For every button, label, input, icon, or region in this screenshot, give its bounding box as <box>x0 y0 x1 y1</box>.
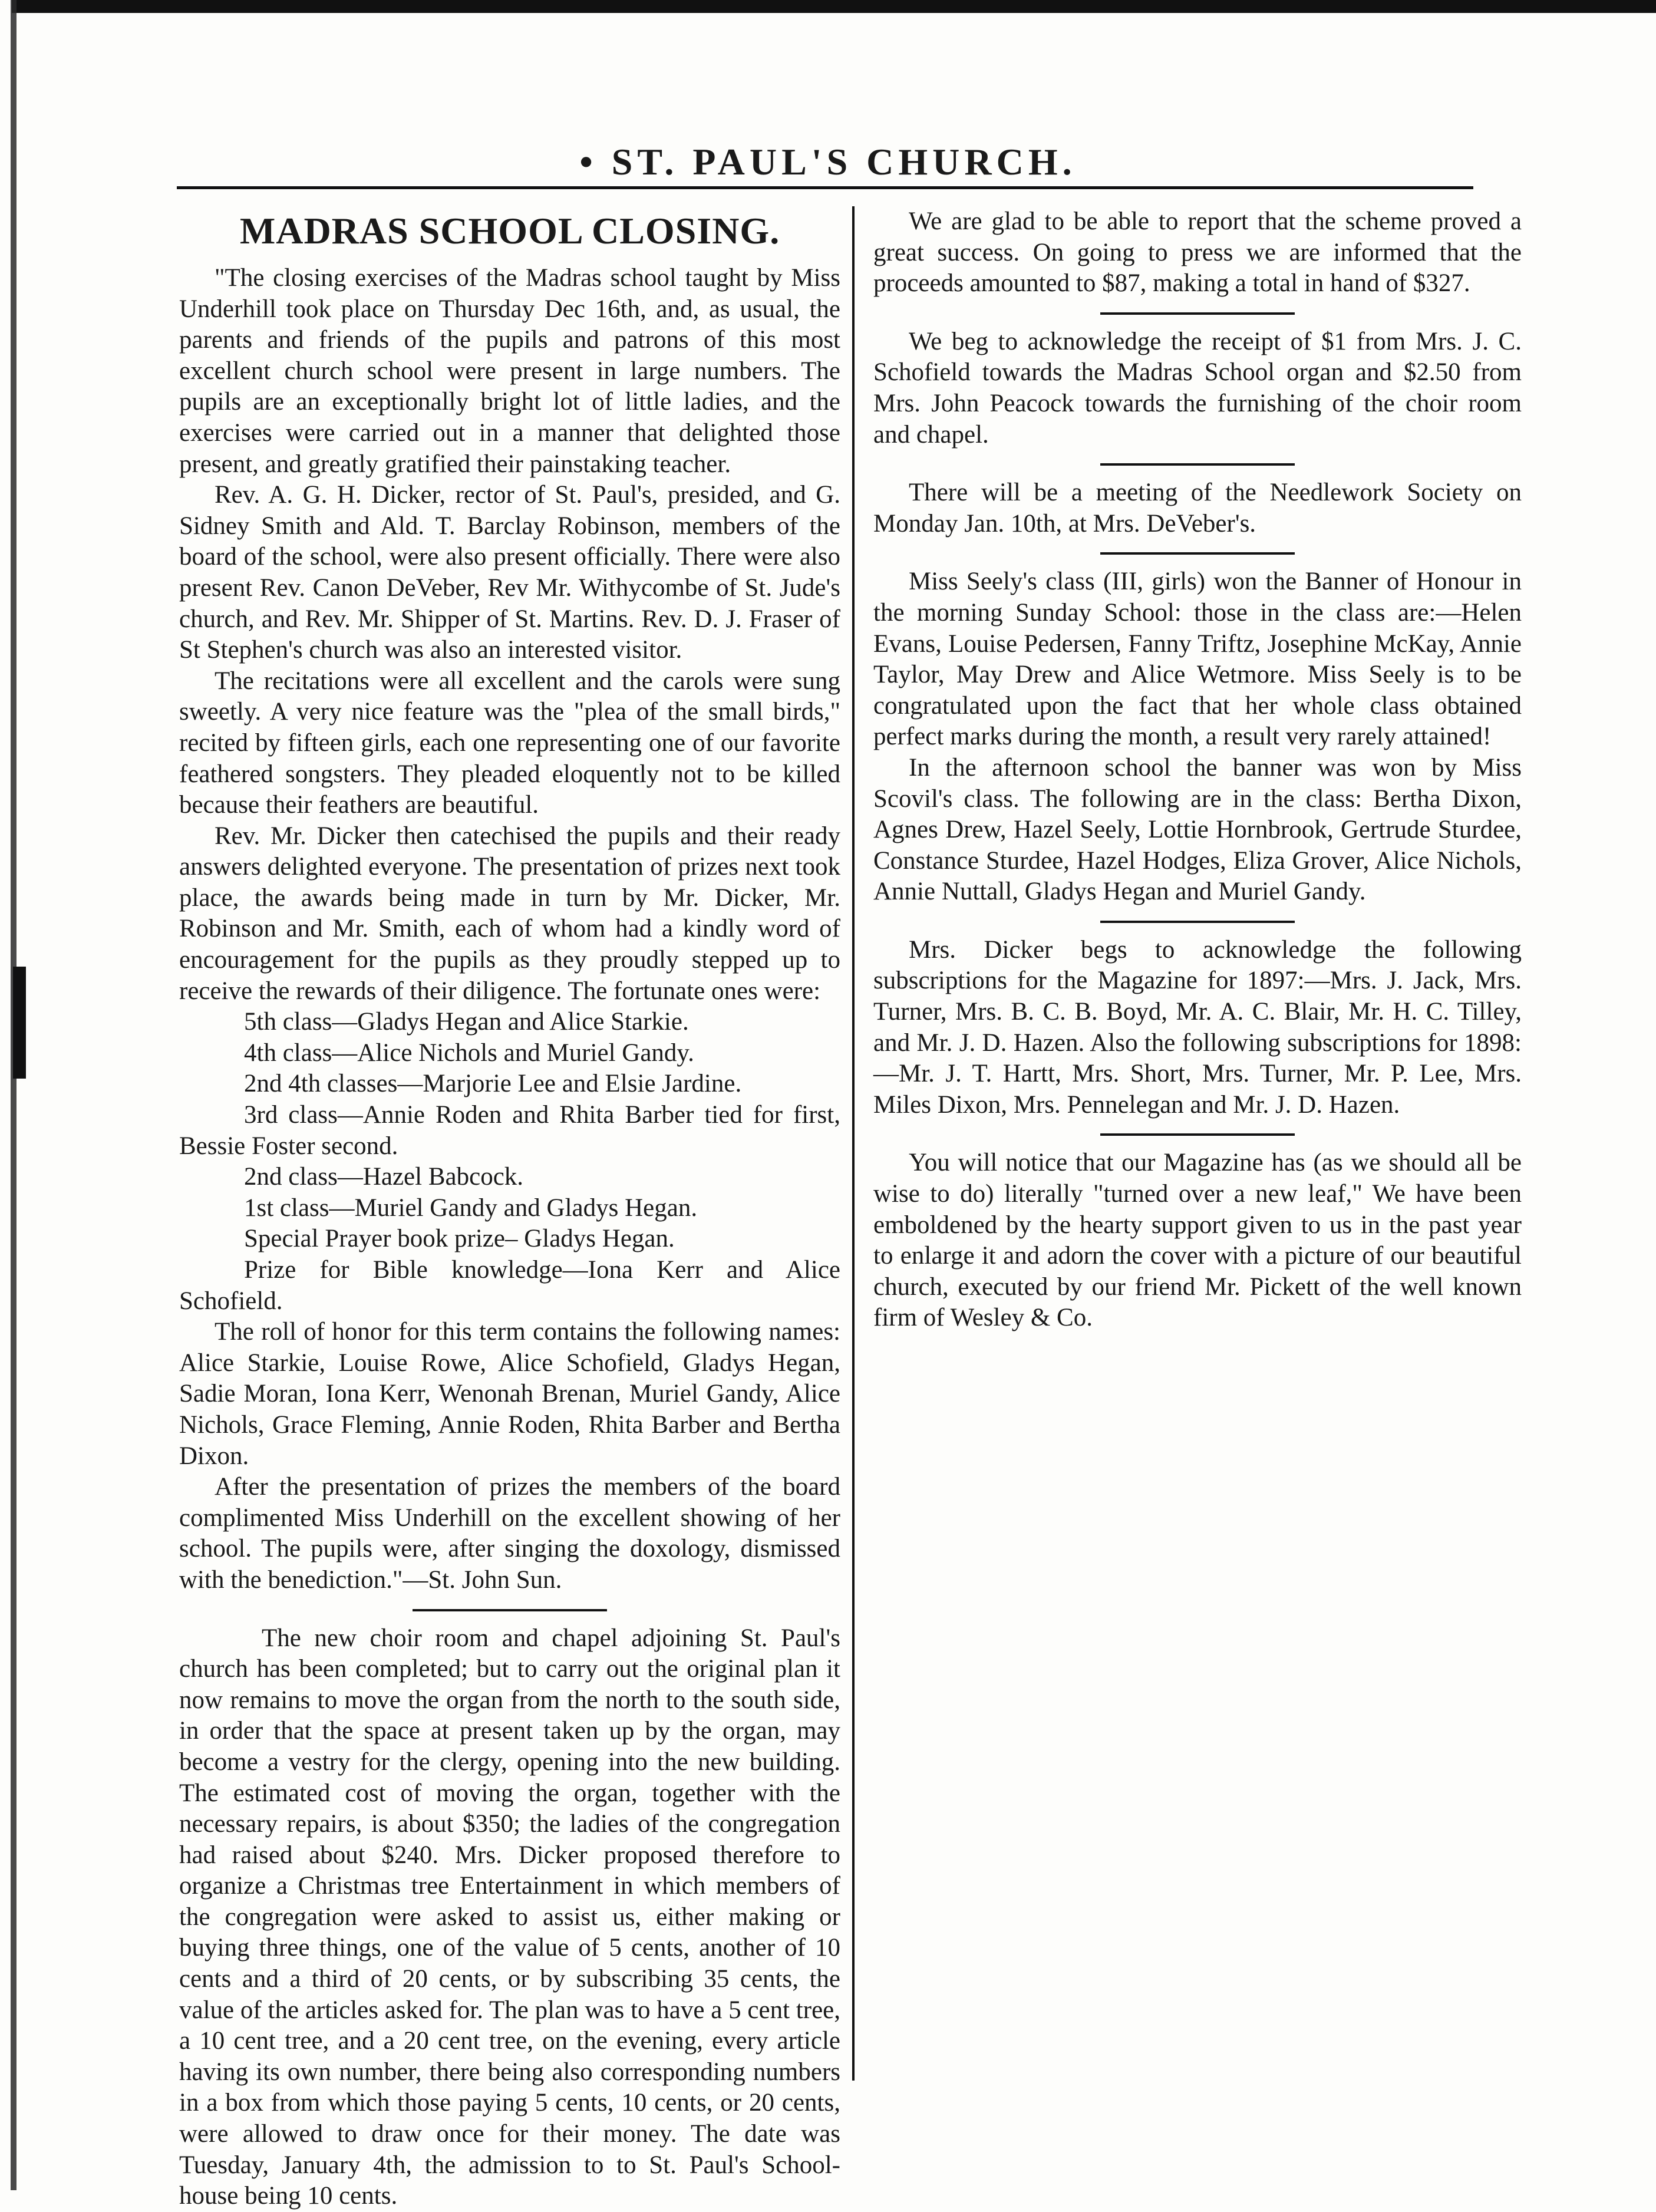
section-rule <box>413 1609 607 1611</box>
section-rule <box>1100 921 1295 923</box>
paragraph: There will be a meeting of the Needlework Society on Monday Jan. 10th, at Mrs. DeVeber's. <box>873 479 1522 538</box>
paragraph: The roll of honor for this term contains the following names: Alice Starkie, Louise Rowe, Alice Schofield, Gladys Hegan, Sadie Moran, Iona Kerr, Wenonah Brenan, Muriel Gandy, Alice Nichols, Grace Fleming, Annie Roden, Rhita Barber and Bertha Dixon. <box>179 1318 840 1470</box>
section-rule <box>1100 463 1295 466</box>
top-border-rule <box>12 0 1656 13</box>
left-column <box>179 206 840 2210</box>
prize-line: 4th class—Alice Nichols and Muriel Gandy. <box>244 1039 694 1067</box>
paragraph: After the presentation of prizes the members of the board complimented Miss Underhill on the excellent showing of her school. The pupils were, after singing the doxology, dismissed with the benediction."—St. John Sun. <box>179 1473 840 1594</box>
section-rule <box>1100 312 1295 315</box>
prize-line: 5th class—Gladys Hegan and Alice Starkie. <box>244 1008 689 1036</box>
prize-line: Prize for Bible knowledge—Iona Kerr and Alice Schofield. <box>179 1256 840 1315</box>
paragraph: Mrs. Dicker begs to acknowledge the following subscriptions for the Magazine for 1897:—Mrs. J. Jack, Mrs. Turner, Mrs. B. C. B. Boyd, Mr. A. C. Blair, Mr. H. C. Tilley, and Mr. J. D. Hazen. Also the following subscriptions for 1898:—Mr. J. T. Hartt, Mrs. Short, Mrs. Turner, Mr. P. Lee, Mrs. Miles Dixon, Mrs. Pennelegan and Mr. J. D. Hazen. <box>873 935 1522 1119</box>
paragraph: The new choir room and chapel adjoining St. Paul's church has been completed; but to carry out the original plan it now remains to move the organ from the north to the south side, in order that the space at present taken up by the organ, may become a vestry for the clergy, opening into the new building. The estimated cost of moving the organ, together with the necessary repairs, is about $350; the ladies of the congregation had raised about $240. Mrs. Dicker proposed therefore to organize a Christmas tree Entertainment in which members of the congregation were asked to assist us, either making or buying three things, one of the value of 5 cents, another of 10 cents and a third of 20 cents, or by subscribing 35 cents, the value of the articles asked for. The plan was to have a 5 cent tree, a 10 cent tree, and a 20 cent tree, on the evening, every article having its own number, there being also corresponding numbers in a box from which those paying 5 cents, 10 cents, or 20 cents, were allowed to draw once for their money. The date was Tuesday, January 4th, the admission to to St. Paul's School-house being 10 cents. <box>179 1624 840 2210</box>
paragraph: Miss Seely's class (III, girls) won the Banner of Honour in the morning Sunday School: those in the class are:—Helen Evans, Louise Pedersen, Fanny Triftz, Josephine McKay, Annie Taylor, May Drew and Alice Wetmore. Miss Seely is to be congratulated upon the fact that her whole class obtained perfect marks during the month, a result very rarely attained! <box>873 568 1522 751</box>
prize-line: 2nd 4th classes—Marjorie Lee and Elsie Jardine. <box>244 1070 742 1098</box>
prize-line: 1st class—Muriel Gandy and Gladys Hegan. <box>244 1194 698 1222</box>
paragraph: In the afternoon school the banner was won by Miss Scovil's class. The following are in the class: Bertha Dixon, Agnes Drew, Hazel Seely, Lottie Hornbrook, Gertrude Sturdee, Constance Sturdee, Hazel Hodges, Eliza Grover, Alice Nichols, Annie Nuttall, Gladys Hegan and Muriel Gandy. <box>873 753 1522 906</box>
paragraph: The recitations were all excellent and the carols were sung sweetly. A very nice feature was the "plea of the small birds," recited by fifteen girls, each one representing one of our favorite feathered songsters. They pleaded eloquently not to be killed because their feathers are beautiful. <box>179 667 840 819</box>
article-heading: MADRAS SCHOOL CLOSING. <box>239 210 780 252</box>
paragraph: We beg to acknowledge the receipt of $1 from Mrs. J. C. Schofield towards the Madras School organ and $2.50 from Mrs. John Peacock towards the furnishing of the choir room and chapel. <box>873 327 1522 449</box>
paragraph: Rev. A. G. H. Dicker, rector of St. Paul's, presided, and G. Sidney Smith and Ald. T. Barclay Robinson, members of the board of the school, were also present officially. There were also present Rev. Canon DeVeber, Rev Mr. Withycombe of St. Jude's church, and Rev. Mr. Shipper of St. Martins. Rev. D. J. Fraser of St Stephen's church was also an interested visitor. <box>179 481 840 664</box>
column-divider <box>852 206 855 2081</box>
section-rule <box>1100 552 1295 555</box>
right-column <box>873 206 1522 2092</box>
masthead: • ST. PAUL'S CHURCH. <box>579 141 1077 183</box>
paragraph: You will notice that our Magazine has (as we should all be wise to do) literally "turned over a new leaf," We have been emboldened by the hearty support given to us in the past year to enlarge it and adorn the cover with a picture of our beautiful church, executed by our friend Mr. Pickett of the well known firm of Wesley & Co. <box>873 1149 1522 1332</box>
paragraph: "The closing exercises of the Madras school taught by Miss Underhill took place on Thursday Dec 16th, and, as usual, the parents and friends of the pupils and patrons of this most excellent church school were present in large numbers. The pupils are an exceptionally bright lot of little ladies, and the exercises were carried out in a manner that delighted those present, and greatly gratified their painstaking teacher. <box>179 264 840 478</box>
paragraph: We are glad to be able to report that the scheme proved a great success. On going to press we are informed that the proceeds amounted to $87, making a total in hand of $327. <box>873 207 1522 298</box>
left-page-edge <box>11 0 17 2190</box>
binding-mark <box>13 967 26 1079</box>
masthead-rule <box>177 186 1473 189</box>
prize-line: 3rd class—Annie Roden and Rhita Barber tied for first, Bessie Foster second. <box>179 1101 840 1160</box>
prize-line: Special Prayer book prize– Gladys Hegan. <box>244 1225 675 1253</box>
paragraph: Rev. Mr. Dicker then catechised the pupils and their ready answers delighted everyone. The presentation of prizes next took place, the awards being made in turn by Mr. Dicker, Mr. Robinson and Mr. Smith, each of whom had a kindly word of encouragement for the pupils as they proudly stepped up to receive the rewards of their diligence. The fortunate ones were: <box>179 822 840 1005</box>
prize-line: 2nd class—Hazel Babcock. <box>244 1163 524 1191</box>
section-rule <box>1100 1133 1295 1136</box>
